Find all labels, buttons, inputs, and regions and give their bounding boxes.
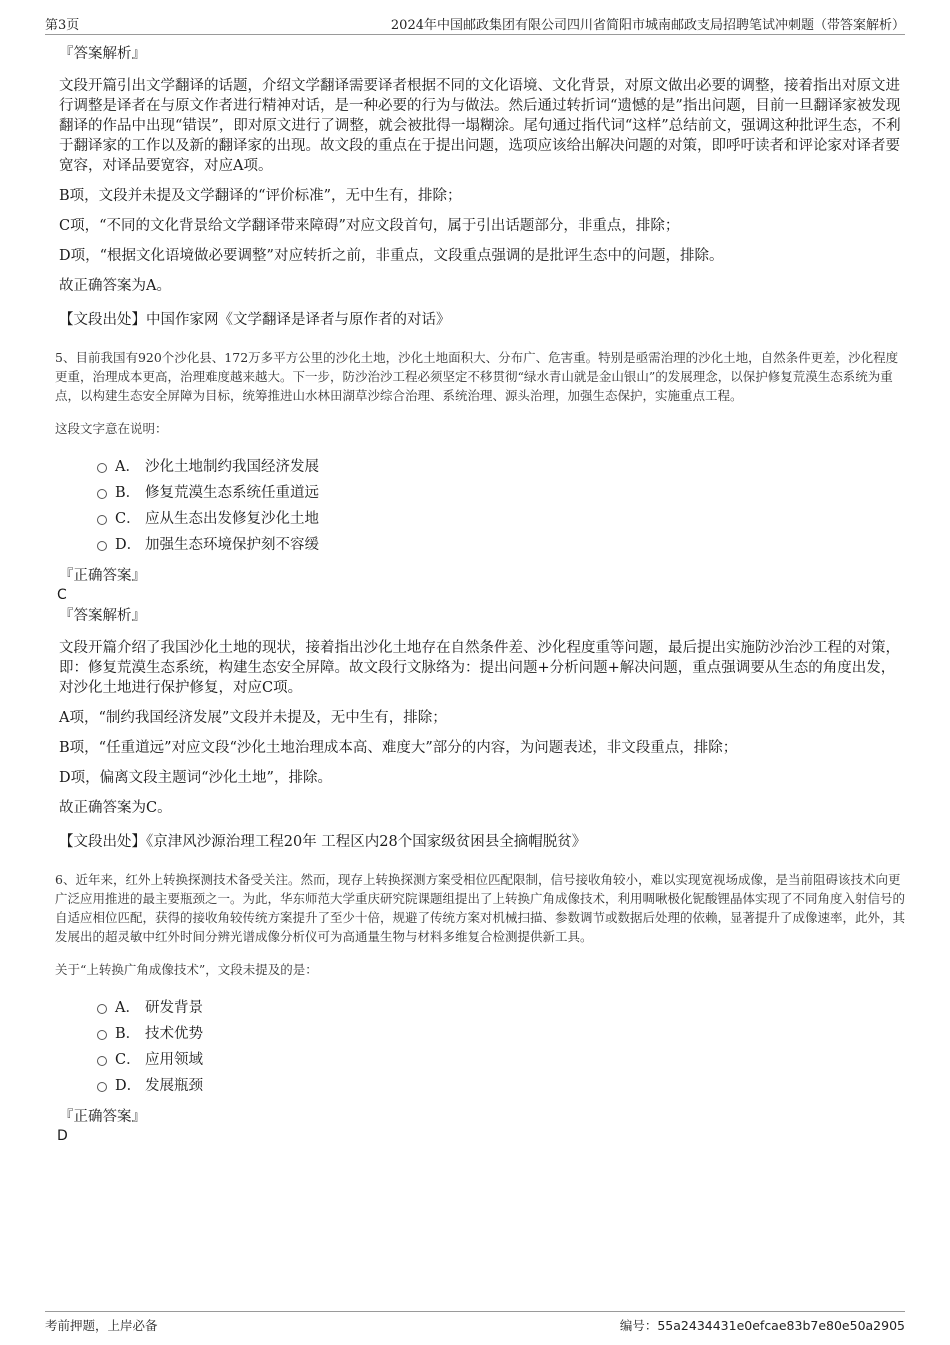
question-prompt: 关于“上转换广角成像技术”，文段未提及的是：	[55, 962, 318, 977]
correct-answer-label: 『正确答案』	[59, 568, 146, 584]
analysis-paragraph: 文段开篇引出文学翻译的话题，介绍文学翻译需要译者根据不同的文化语境、文化背景，对原文做出必要的调整，接着指出对原文进行调整是译者在与原文作者进行精神对话，是一种必要的行为与做法。然后通过转折词“遗憾的是”指出问题，目前一旦翻译家被发现翻译的作品中出现“错误”，即对原文进行了调整，就会被批得一塌糊涂。尾句通过指代词“这样”总结前文，强调这种批评生态，不利于翻译家的工作以及新的翻译家的出现。故文段的重点在于提出问题，选项应该给出解决问题的对策，即呼吁读者和评论家对译者要宽容，对译品要宽容，对应A项。	[59, 78, 901, 174]
document-code-value: 55a2434431e0efcae83b7e80e50a2905	[657, 1318, 905, 1333]
option-letter: D．	[115, 1077, 142, 1094]
option-text: 沙化土地制约我国经济发展	[145, 458, 319, 475]
question-6	[55, 870, 905, 1145]
option-letter: C．	[115, 510, 141, 527]
analysis-paragraph: C项，“不同的文化背景给文学翻译带来障碍”对应文段首句，属于引出话题部分，非重点，排除；	[59, 218, 680, 234]
option-a[interactable]	[95, 452, 905, 478]
option-letter: A．	[115, 458, 140, 475]
option-text: 研发背景	[145, 999, 203, 1016]
question-stem: 6、近年来，红外上转换探测技术备受关注。然而，现存上转换探测方案受相位匹配限制，信号接收角较小，难以实现宽视场成像，是当前阻碍该技术向更广泛应用推进的最主要瓶颈之一。为此，华东师范大学重庆研究院课题组提出了上转换广角成像技术，利用啁啾极化铌酸锂晶体实现了不同角度入射信号的自适应相位匹配，获得的接收角较传统方案提升了至少十倍，规避了传统方案对机械扫描、参数调节或数据后处理的依赖，显著提升了成像速率，此外，其发展出的超灵敏中红外时间分辨光谱成像分析仪可为高通量生物与材料多维复合检测提供新工具。	[55, 872, 906, 944]
question-5	[55, 348, 905, 852]
option-letter: A．	[115, 999, 140, 1016]
analysis-paragraph: 文段开篇介绍了我国沙化土地的现状，接着指出沙化土地存在自然条件差、沙化程度重等问题，最后提出实施防沙治沙工程的对策，即：修复荒漠生态系统，构建生态安全屏障。故文段行文脉络为：提出问题+分析问题+解决问题，重点强调要从生态的角度出发，对沙化土地进行保护修复，对应C项。	[59, 640, 900, 696]
radio-icon[interactable]	[97, 1056, 107, 1066]
passage-source: 【文段出处】中国作家网《文学翻译是译者与原作者的对话》	[59, 312, 451, 328]
option-letter: C．	[115, 1051, 141, 1068]
option-letter: B．	[115, 484, 141, 501]
correct-answer-label: 『正确答案』	[59, 1109, 146, 1125]
radio-icon[interactable]	[97, 463, 107, 473]
analysis-paragraph: D项，“根据文化语境做必要调整”对应转折之前，非重点，文段重点强调的是批评生态中的问题，排除。	[59, 248, 724, 264]
radio-icon[interactable]	[97, 541, 107, 551]
radio-icon[interactable]	[97, 1082, 107, 1092]
option-text: 加强生态环境保护刻不容缓	[145, 536, 319, 553]
option-list	[95, 993, 905, 1097]
document-code	[620, 1316, 905, 1334]
passage-source: 【文段出处】《京津风沙源治理工程20年 工程区内28个国家级贫困县全摘帽脱贫》	[59, 834, 587, 850]
main-content	[55, 44, 905, 1145]
option-text: 修复荒漠生态系统任重道远	[145, 484, 319, 501]
option-d[interactable]	[95, 1071, 905, 1097]
option-c[interactable]	[95, 1045, 905, 1071]
analysis-label: 『答案解析』	[59, 608, 146, 624]
correct-answer: D	[57, 1128, 68, 1144]
option-text: 技术优势	[145, 1025, 203, 1042]
analysis-label: 『答案解析』	[59, 46, 146, 62]
option-letter: D．	[115, 536, 142, 553]
correct-answer: C	[57, 587, 67, 603]
option-text: 发展瓶颈	[145, 1077, 203, 1094]
radio-icon[interactable]	[97, 1030, 107, 1040]
analysis-paragraph: A项，“制约我国经济发展”文段并未提及，无中生有，排除；	[59, 710, 447, 726]
radio-icon[interactable]	[97, 489, 107, 499]
analysis-paragraph: 故正确答案为C。	[59, 800, 172, 816]
q4-analysis-section	[55, 44, 905, 330]
question-stem: 5、目前我国有920个沙化县、172万多平方公里的沙化土地，沙化土地面积大、分布广、危害重。特别是亟需治理的沙化土地，自然条件更差，沙化程度更重，治理成本更高，治理难度越来越大。下一步，防沙治沙工程必须坚定不移贯彻“绿水青山就是金山银山”的发展理念，以保护修复荒漠生态系统为重点，以构建生态安全屏障为目标，统筹推进山水林田湖草沙综合治理、系统治理、源头治理，加强生态保护，实施重点工程。	[55, 350, 899, 403]
option-text: 应从生态出发修复沙化土地	[145, 510, 319, 527]
option-a[interactable]	[95, 993, 905, 1019]
page-number: 第3页	[45, 18, 80, 33]
analysis-paragraph: B项，文段并未提及文学翻译的“评价标准”，无中生有，排除；	[59, 188, 462, 204]
analysis-paragraph: 故正确答案为A。	[59, 278, 171, 294]
option-b[interactable]	[95, 1019, 905, 1045]
option-list	[95, 452, 905, 556]
page-header	[45, 14, 905, 35]
document-code-label: 编号：	[619, 1318, 658, 1333]
radio-icon[interactable]	[97, 515, 107, 525]
option-text: 应用领域	[145, 1051, 203, 1068]
document-title: 2024年中国邮政集团有限公司四川省简阳市城南邮政支局招聘笔试冲刺题（带答案解析）	[390, 18, 905, 33]
analysis-paragraph: B项，“任重道远”对应文段“沙化土地治理成本高、难度大”部分的内容，为问题表述，非文段重点，排除；	[59, 740, 738, 756]
option-b[interactable]	[95, 478, 905, 504]
option-letter: B．	[115, 1025, 141, 1042]
analysis-paragraph: D项，偏离文段主题词“沙化土地”，排除。	[59, 770, 332, 786]
option-c[interactable]	[95, 504, 905, 530]
footer-slogan: 考前押题，上岸必备	[45, 1318, 158, 1333]
page-footer	[45, 1311, 905, 1334]
option-d[interactable]	[95, 530, 905, 556]
question-prompt: 这段文字意在说明：	[55, 421, 168, 436]
radio-icon[interactable]	[97, 1004, 107, 1014]
